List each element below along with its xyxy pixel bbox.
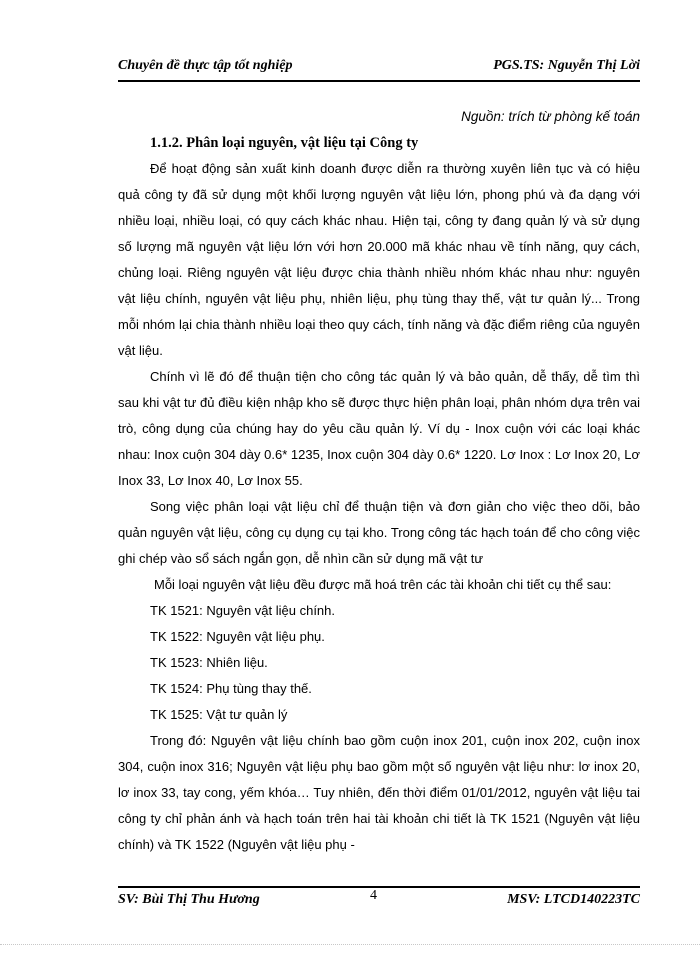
closing-paragraph: Trong đó: Nguyên vật liệu chính bao gồm cuộn inox 201, cuộn inox 202, cuộn inox 304, cuộn inox 316; Nguyên vật liệu phụ bao gồm một số nguyên vật liệu như: lơ inox 20, lơ inox 33, tay cong, yếm khóa… Tuy nhiên, đến thời điểm 01/01/2012, nguyên vật liệu tai công ty chỉ phản ánh và hạch toán trên hai tài khoản chi tiết là TK 1521 (Nguyên vật liệu chính) và TK 1522 (Nguyên vật liệu phụ - (118, 733, 640, 852)
header-right-author: PGS.TS: Nguyễn Thị Lời (493, 58, 640, 73)
page-number: 4 (370, 888, 377, 903)
account-item: TK 1524: Phụ tùng thay thế. (150, 681, 312, 696)
header-left-title: Chuyên đề thực tập tốt nghiệp (118, 58, 293, 73)
footer-student-id: MSV: LTCD140223TC (507, 892, 640, 907)
account-item: TK 1525: Vật tư quản lý (150, 707, 288, 722)
page-bottom-dotted-border (0, 944, 700, 945)
account-item: TK 1523: Nhiên liệu. (150, 655, 268, 670)
account-item: TK 1521: Nguyên vật liệu chính. (150, 603, 336, 618)
page-body (118, 104, 640, 858)
paragraph: Chính vì lẽ đó để thuận tiện cho công tác quản lý và bảo quản, dễ thấy, dễ tìm thì sau khi vật tư đủ điều kiện nhập kho sẽ được thực hiện phân loại, phân nhóm dựa trên vai trò, công dụng của chúng hay do yêu cầu quản lý. Ví dụ - Inox cuộn với các loại khác nhau: Inox cuộn 304 dày 0.6* 1235, Inox cuộn 304 dày 0.6* 1220. Lơ Inox : Lơ Inox 20, Lơ Inox 33, Lơ Inox 40, Lơ Inox 55. (118, 369, 640, 488)
source-note: Nguồn: trích từ phòng kế toán (461, 109, 640, 124)
page-header (118, 58, 640, 78)
accounts-intro: Mỗi loại nguyên vật liệu đều được mã hoá trên các tài khoản chi tiết cụ thể sau: (154, 577, 612, 592)
paragraph: Để hoạt động sản xuất kinh doanh được diễn ra thường xuyên liên tục và có hiệu quả công ty đã sử dụng một khối lượng nguyên vật liệu lớn, phong phú và đa dạng với nhiều loại, nhiều loại, có quy cách khác nhau. Hiện tại, công ty đang quản lý và sử dụng số lượng mã nguyên vật liệu lớn với hơn 20.000 mã khác nhau về tính năng, quy cách, chủng loại. Riêng nguyên vật liệu được chia thành nhiều nhóm khác nhau như: nguyên vật liệu chính, nguyên vật liệu phụ, nhiên liệu, phụ tùng thay thế, vật tư quản lý... Trong mỗi nhóm lại chia thành nhiều loại theo quy cách, tính năng và đặc điểm riêng của nguyên vật liệu. (118, 161, 640, 358)
footer-student-name: SV: Bùi Thị Thu Hương (118, 892, 260, 907)
section-heading: 1.1.2. Phân loại nguyên, vật liệu tại Công ty (150, 135, 419, 151)
footer-rule (118, 886, 640, 888)
page-footer (118, 888, 640, 912)
header-rule (118, 80, 640, 82)
paragraph: Song việc phân loại vật liệu chỉ để thuận tiện và đơn giản cho việc theo dõi, bảo quản nguyên vật liệu, công cụ dụng cụ tại kho. Trong công tác hạch toán để cho công việc ghi chép vào sổ sách ngắn gọn, dễ nhìn cần sử dụng mã vật tư (118, 499, 640, 566)
account-item: TK 1522: Nguyên vật liệu phụ. (150, 629, 325, 644)
